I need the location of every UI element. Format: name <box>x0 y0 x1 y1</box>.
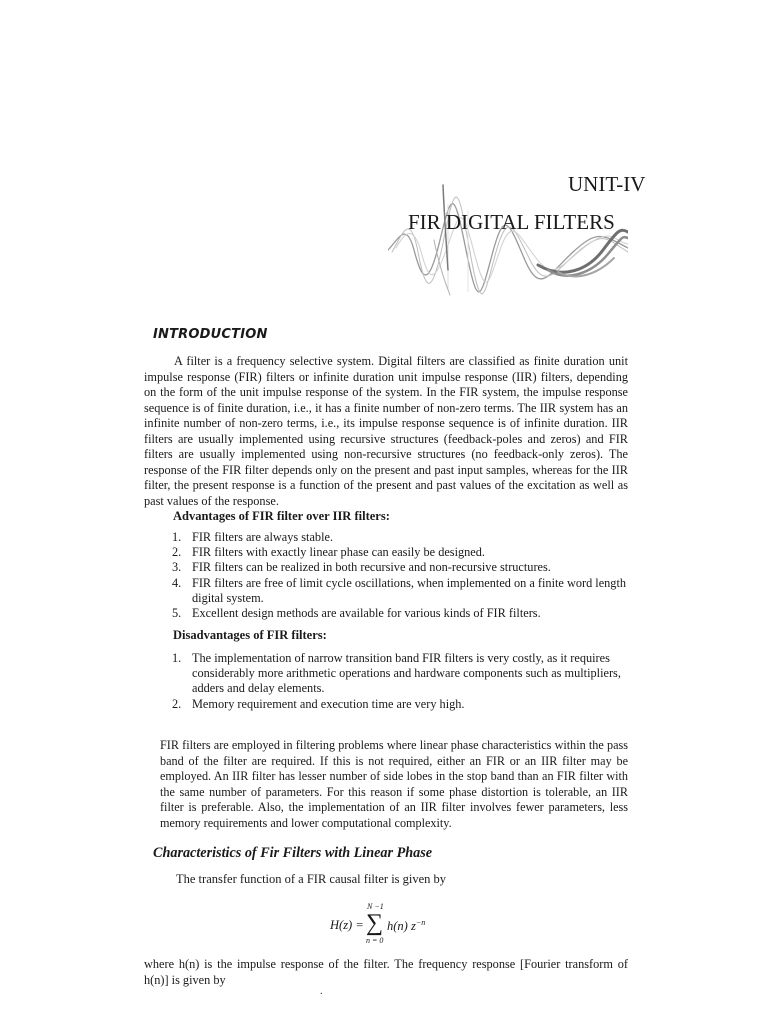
footer-mark: . <box>320 986 323 997</box>
list-item: 2. FIR filters with exactly linear phase can easily be designed. <box>172 545 485 560</box>
where-paragraph: where h(n) is the impulse response of the filter. The frequency response [Fourier transform of h(n)] is given by <box>144 957 628 987</box>
equation-rhs: h(n) $z^{-n}$ <box>387 918 426 934</box>
introduction-paragraph: A filter is a frequency selective system. Digital filters are classified as finite duration unit impulse response (FIR) filters or infinite duration unit impulse response (IIR) filters, depending on the form of the unit impulse response of the system. In the FIR system, the impulse response sequence is of finite duration, i.e., it has a finite number of non-zero terms. The IIR system has an infinite number of non-zero terms, i.e., its impulse response sequence is of infinite duration. IIR filters are usually implemented using recursive structures (feedback-poles and zeros) and FIR filters are usually implemented using non-recursive structures (no feedback-only zeros). The response of the FIR filter depends only on the present and past input samples, whereas for the IIR filter, the present response is a function of the present and past values of the excitation as well as past values of the response. <box>144 354 628 508</box>
list-item: 5. Excellent design methods are available for various kinds of FIR filters. <box>172 606 541 621</box>
advantages-heading: Advantages of FIR filter over IIR filters: <box>173 509 390 523</box>
advantages-list <box>172 530 632 621</box>
chapter-title: FIR DIGITAL FILTERS <box>408 210 615 234</box>
transfer-function-equation <box>330 902 470 952</box>
exponent: −n <box>415 918 426 927</box>
list-item: 2. Memory requirement and execution time are very high. <box>172 696 465 711</box>
transfer-function-text: The transfer function of a FIR causal filter is given by <box>176 872 447 886</box>
disadvantages-list <box>172 651 632 712</box>
list-item: 1. The implementation of narrow transition band FIR filters is very costly, as it requires considerably more arithmetic operations and hardware components such as multipliers, adders and delay elements. <box>172 651 621 696</box>
introduction-heading: INTRODUCTION <box>153 327 268 342</box>
characteristics-heading: Characteristics of Fir Filters with Linear Phase <box>153 845 433 861</box>
waveform-graphic <box>388 180 628 305</box>
list-item: 3. FIR filters can be realized in both recursive and non-recursive structures. <box>172 560 551 575</box>
sum-lower-limit: n = 0 <box>366 936 384 945</box>
unit-label: UNIT-IV <box>568 172 646 196</box>
list-item: 4. FIR filters are free of limit cycle oscillations, when implemented on a finite word length digital system. <box>172 575 627 605</box>
sigma-symbol: ∑ <box>366 910 384 936</box>
list-item: 1. FIR filters are always stable. <box>172 530 334 544</box>
usage-paragraph: FIR filters are employed in filtering problems where linear phase characteristics within the pass band of the filter are required. If this is not required, either an FIR or an IIR filter may be employed. An IIR filter has lesser number of side lobes in the stop band than an FIR filter with the same number of parameters. For this reason if some phase distortion is tolerable, an IIR filter is preferable. Also, the implementation of an IIR filter involves fewer parameters, less memory requirements and lower computational complexity. <box>160 738 628 830</box>
sum-upper-limit: N −1 <box>367 902 384 911</box>
equation-lhs: H(z) = <box>330 918 364 932</box>
disadvantages-heading: Disadvantages of FIR filters: <box>173 628 327 642</box>
